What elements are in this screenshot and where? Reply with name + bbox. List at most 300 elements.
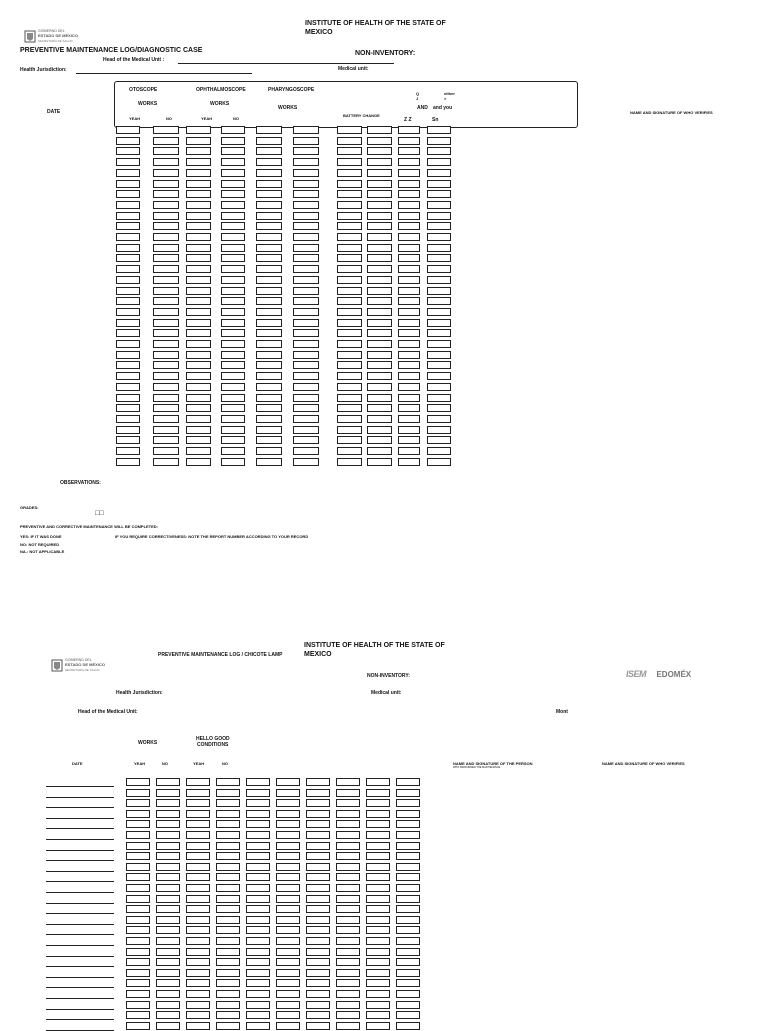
checkbox-cell[interactable] — [156, 895, 180, 903]
checkbox-cell[interactable] — [337, 372, 362, 380]
checkbox-cell[interactable] — [293, 233, 319, 241]
checkbox-cell[interactable] — [337, 244, 362, 252]
checkbox-cell[interactable] — [293, 372, 319, 380]
checkbox-cell[interactable] — [367, 244, 392, 252]
checkbox-cell[interactable] — [156, 884, 180, 892]
checkbox-cell[interactable] — [366, 778, 390, 786]
checkbox-cell[interactable] — [306, 1011, 330, 1019]
date-field[interactable] — [46, 871, 114, 872]
checkbox-cell[interactable] — [156, 916, 180, 924]
checkbox-cell[interactable] — [186, 863, 210, 871]
checkbox-cell[interactable] — [427, 458, 451, 466]
checkbox-cell[interactable] — [427, 404, 451, 412]
checkbox-cell[interactable] — [276, 1011, 300, 1019]
checkbox-cell[interactable] — [256, 383, 282, 391]
checkbox-cell[interactable] — [186, 1022, 210, 1030]
checkbox-cell[interactable] — [306, 916, 330, 924]
checkbox-cell[interactable] — [427, 308, 451, 316]
checkbox-cell[interactable] — [306, 948, 330, 956]
checkbox-cell[interactable] — [367, 308, 392, 316]
checkbox-cell[interactable] — [186, 297, 211, 305]
checkbox-cell[interactable] — [186, 383, 211, 391]
checkbox-cell[interactable] — [293, 287, 319, 295]
checkbox-cell[interactable] — [276, 958, 300, 966]
checkbox-cell[interactable] — [126, 1001, 150, 1009]
checkbox-cell[interactable] — [337, 190, 362, 198]
checkbox-cell[interactable] — [336, 1001, 360, 1009]
checkbox-cell[interactable] — [427, 265, 451, 273]
checkbox-cell[interactable] — [186, 147, 211, 155]
checkbox-cell[interactable] — [293, 126, 319, 134]
checkbox-cell[interactable] — [398, 244, 420, 252]
checkbox-cell[interactable] — [336, 863, 360, 871]
checkbox-cell[interactable] — [256, 137, 282, 145]
checkbox-cell[interactable] — [367, 233, 392, 241]
checkbox-cell[interactable] — [398, 447, 420, 455]
checkbox-cell[interactable] — [336, 873, 360, 881]
checkbox-cell[interactable] — [186, 329, 211, 337]
checkbox-cell[interactable] — [216, 863, 240, 871]
checkbox-cell[interactable] — [367, 447, 392, 455]
checkbox-cell[interactable] — [427, 244, 451, 252]
checkbox-cell[interactable] — [366, 820, 390, 828]
checkbox-cell[interactable] — [293, 147, 319, 155]
checkbox-cell[interactable] — [186, 447, 211, 455]
checkbox-cell[interactable] — [293, 265, 319, 273]
checkbox-cell[interactable] — [153, 158, 179, 166]
checkbox-cell[interactable] — [216, 937, 240, 945]
checkbox-cell[interactable] — [216, 852, 240, 860]
checkbox-cell[interactable] — [221, 276, 245, 284]
checkbox-cell[interactable] — [256, 244, 282, 252]
checkbox-cell[interactable] — [367, 265, 392, 273]
checkbox-cell[interactable] — [398, 147, 420, 155]
checkbox-cell[interactable] — [221, 126, 245, 134]
checkbox-cell[interactable] — [367, 287, 392, 295]
checkbox-cell[interactable] — [153, 169, 179, 177]
checkbox-cell[interactable] — [246, 873, 270, 881]
checkbox-cell[interactable] — [336, 1022, 360, 1030]
checkbox-cell[interactable] — [293, 394, 319, 402]
checkbox-cell[interactable] — [256, 169, 282, 177]
checkbox-cell[interactable] — [396, 979, 420, 987]
checkbox-cell[interactable] — [256, 329, 282, 337]
checkbox-cell[interactable] — [221, 297, 245, 305]
date-field[interactable] — [46, 987, 114, 988]
date-field[interactable] — [46, 913, 114, 914]
checkbox-cell[interactable] — [221, 404, 245, 412]
checkbox-cell[interactable] — [427, 201, 451, 209]
checkbox-cell[interactable] — [116, 190, 140, 198]
checkbox-cell[interactable] — [306, 905, 330, 913]
checkbox-cell[interactable] — [366, 958, 390, 966]
checkbox-cell[interactable] — [186, 1011, 210, 1019]
checkbox-cell[interactable] — [337, 447, 362, 455]
checkbox-cell[interactable] — [337, 147, 362, 155]
checkbox-cell[interactable] — [221, 212, 245, 220]
checkbox-cell[interactable] — [221, 201, 245, 209]
checkbox-cell[interactable] — [398, 190, 420, 198]
checkbox-cell[interactable] — [186, 426, 211, 434]
checkbox-cell[interactable] — [246, 810, 270, 818]
date-field[interactable] — [46, 966, 114, 967]
checkbox-cell[interactable] — [293, 308, 319, 316]
checkbox-cell[interactable] — [153, 458, 179, 466]
date-field[interactable] — [46, 903, 114, 904]
checkbox-cell[interactable] — [367, 404, 392, 412]
checkbox-cell[interactable] — [367, 158, 392, 166]
checkbox-cell[interactable] — [398, 158, 420, 166]
checkbox-cell[interactable] — [221, 329, 245, 337]
checkbox-cell[interactable] — [276, 789, 300, 797]
checkbox-cell[interactable] — [256, 265, 282, 273]
checkbox-cell[interactable] — [216, 820, 240, 828]
checkbox-cell[interactable] — [293, 201, 319, 209]
checkbox-cell[interactable] — [216, 1022, 240, 1030]
checkbox-cell[interactable] — [276, 969, 300, 977]
checkbox-cell[interactable] — [293, 436, 319, 444]
checkbox-cell[interactable] — [366, 799, 390, 807]
checkbox-cell[interactable] — [306, 926, 330, 934]
checkbox-cell[interactable] — [126, 926, 150, 934]
checkbox-cell[interactable] — [427, 233, 451, 241]
checkbox-cell[interactable] — [116, 372, 140, 380]
checkbox-cell[interactable] — [396, 884, 420, 892]
checkbox-cell[interactable] — [337, 404, 362, 412]
checkbox-cell[interactable] — [396, 905, 420, 913]
checkbox-cell[interactable] — [396, 778, 420, 786]
checkbox-cell[interactable] — [337, 394, 362, 402]
checkbox-cell[interactable] — [427, 426, 451, 434]
checkbox-cell[interactable] — [337, 201, 362, 209]
checkbox-cell[interactable] — [256, 404, 282, 412]
checkbox-cell[interactable] — [337, 415, 362, 423]
checkbox-cell[interactable] — [427, 254, 451, 262]
checkbox-cell[interactable] — [337, 233, 362, 241]
checkbox-cell[interactable] — [366, 1011, 390, 1019]
checkbox-cell[interactable] — [246, 958, 270, 966]
date-field[interactable] — [46, 998, 114, 999]
checkbox-cell[interactable] — [366, 884, 390, 892]
checkbox-cell[interactable] — [398, 404, 420, 412]
checkbox-cell[interactable] — [153, 394, 179, 402]
checkbox-cell[interactable] — [366, 1022, 390, 1030]
checkbox-cell[interactable] — [256, 190, 282, 198]
checkbox-cell[interactable] — [398, 297, 420, 305]
checkbox-cell[interactable] — [156, 969, 180, 977]
checkbox-cell[interactable] — [293, 447, 319, 455]
checkbox-cell[interactable] — [293, 361, 319, 369]
checkbox-cell[interactable] — [221, 383, 245, 391]
checkbox-cell[interactable] — [256, 276, 282, 284]
checkbox-cell[interactable] — [367, 319, 392, 327]
checkbox-cell[interactable] — [256, 458, 282, 466]
date-field[interactable] — [46, 977, 114, 978]
checkbox-cell[interactable] — [293, 169, 319, 177]
checkbox-cell[interactable] — [116, 436, 140, 444]
checkbox-cell[interactable] — [337, 222, 362, 230]
checkbox-cell[interactable] — [221, 287, 245, 295]
checkbox-cell[interactable] — [256, 426, 282, 434]
checkbox-cell[interactable] — [153, 329, 179, 337]
date-field[interactable] — [46, 807, 114, 808]
checkbox-cell[interactable] — [336, 789, 360, 797]
checkbox-cell[interactable] — [186, 308, 211, 316]
checkbox-cell[interactable] — [336, 990, 360, 998]
checkbox-cell[interactable] — [153, 351, 179, 359]
checkbox-cell[interactable] — [221, 158, 245, 166]
checkbox-cell[interactable] — [153, 287, 179, 295]
checkbox-cell[interactable] — [336, 831, 360, 839]
checkbox-cell[interactable] — [366, 873, 390, 881]
checkbox-cell[interactable] — [396, 958, 420, 966]
checkbox-cell[interactable] — [276, 810, 300, 818]
checkbox-cell[interactable] — [156, 820, 180, 828]
checkbox-cell[interactable] — [153, 190, 179, 198]
checkbox-cell[interactable] — [186, 287, 211, 295]
checkbox-cell[interactable] — [427, 147, 451, 155]
checkbox-cell[interactable] — [186, 458, 211, 466]
date-field[interactable] — [46, 934, 114, 935]
checkbox-cell[interactable] — [116, 447, 140, 455]
checkbox-cell[interactable] — [396, 895, 420, 903]
checkbox-cell[interactable] — [126, 873, 150, 881]
checkbox-cell[interactable] — [398, 276, 420, 284]
checkbox-cell[interactable] — [293, 329, 319, 337]
checkbox-cell[interactable] — [221, 426, 245, 434]
checkbox-cell[interactable] — [396, 990, 420, 998]
checkbox-cell[interactable] — [293, 254, 319, 262]
checkbox-cell[interactable] — [336, 884, 360, 892]
checkbox-cell[interactable] — [156, 852, 180, 860]
checkbox-cell[interactable] — [366, 990, 390, 998]
checkbox-cell[interactable] — [276, 916, 300, 924]
checkbox-cell[interactable] — [276, 990, 300, 998]
checkbox-cell[interactable] — [306, 852, 330, 860]
checkbox-cell[interactable] — [126, 884, 150, 892]
checkbox-cell[interactable] — [256, 126, 282, 134]
checkbox-cell[interactable] — [256, 201, 282, 209]
checkbox-cell[interactable] — [126, 905, 150, 913]
date-field[interactable] — [46, 828, 114, 829]
checkbox-cell[interactable] — [246, 990, 270, 998]
checkbox-cell[interactable] — [337, 383, 362, 391]
checkbox-cell[interactable] — [427, 447, 451, 455]
checkbox-cell[interactable] — [336, 810, 360, 818]
checkbox-cell[interactable] — [246, 948, 270, 956]
checkbox-cell[interactable] — [293, 276, 319, 284]
checkbox-cell[interactable] — [246, 969, 270, 977]
checkbox-cell[interactable] — [216, 916, 240, 924]
checkbox-cell[interactable] — [336, 895, 360, 903]
checkbox-cell[interactable] — [306, 958, 330, 966]
checkbox-cell[interactable] — [221, 372, 245, 380]
checkbox-cell[interactable] — [246, 852, 270, 860]
checkbox-cell[interactable] — [153, 137, 179, 145]
checkbox-cell[interactable] — [276, 937, 300, 945]
checkbox-cell[interactable] — [221, 361, 245, 369]
checkbox-cell[interactable] — [126, 916, 150, 924]
checkbox-cell[interactable] — [256, 287, 282, 295]
checkbox-cell[interactable] — [156, 958, 180, 966]
checkbox-cell[interactable] — [116, 383, 140, 391]
checkbox-cell[interactable] — [246, 884, 270, 892]
checkbox-cell[interactable] — [293, 297, 319, 305]
checkbox-cell[interactable] — [293, 415, 319, 423]
checkbox-cell[interactable] — [216, 842, 240, 850]
checkbox-cell[interactable] — [293, 158, 319, 166]
checkbox-cell[interactable] — [156, 1001, 180, 1009]
checkbox-cell[interactable] — [221, 244, 245, 252]
checkbox-cell[interactable] — [216, 979, 240, 987]
checkbox-cell[interactable] — [398, 169, 420, 177]
checkbox-cell[interactable] — [306, 1001, 330, 1009]
checkbox-cell[interactable] — [116, 212, 140, 220]
checkbox-cell[interactable] — [156, 789, 180, 797]
checkbox-cell[interactable] — [216, 990, 240, 998]
checkbox-cell[interactable] — [153, 254, 179, 262]
checkbox-cell[interactable] — [398, 212, 420, 220]
checkbox-cell[interactable] — [221, 137, 245, 145]
checkbox-cell[interactable] — [126, 810, 150, 818]
checkbox-cell[interactable] — [156, 810, 180, 818]
checkbox-cell[interactable] — [396, 1001, 420, 1009]
checkbox-cell[interactable] — [427, 180, 451, 188]
checkbox-cell[interactable] — [221, 319, 245, 327]
checkbox-cell[interactable] — [186, 404, 211, 412]
checkbox-cell[interactable] — [116, 308, 140, 316]
checkbox-cell[interactable] — [306, 937, 330, 945]
checkbox-cell[interactable] — [256, 319, 282, 327]
checkbox-cell[interactable] — [186, 873, 210, 881]
checkbox-cell[interactable] — [116, 137, 140, 145]
checkbox-cell[interactable] — [337, 254, 362, 262]
checkbox-cell[interactable] — [367, 458, 392, 466]
checkbox-cell[interactable] — [216, 895, 240, 903]
checkbox-cell[interactable] — [306, 863, 330, 871]
checkbox-cell[interactable] — [306, 969, 330, 977]
checkbox-cell[interactable] — [276, 873, 300, 881]
checkbox-cell[interactable] — [246, 937, 270, 945]
checkbox-cell[interactable] — [367, 201, 392, 209]
checkbox-cell[interactable] — [153, 436, 179, 444]
checkbox-cell[interactable] — [246, 831, 270, 839]
checkbox-cell[interactable] — [427, 351, 451, 359]
checkbox-cell[interactable] — [186, 820, 210, 828]
checkbox-cell[interactable] — [116, 158, 140, 166]
checkbox-cell[interactable] — [116, 319, 140, 327]
checkbox-cell[interactable] — [116, 404, 140, 412]
checkbox-cell[interactable] — [306, 842, 330, 850]
checkbox-cell[interactable] — [186, 831, 210, 839]
checkbox-cell[interactable] — [126, 990, 150, 998]
checkbox-cell[interactable] — [156, 926, 180, 934]
checkbox-cell[interactable] — [366, 948, 390, 956]
checkbox-cell[interactable] — [256, 233, 282, 241]
checkbox-cell[interactable] — [126, 820, 150, 828]
date-field[interactable] — [46, 945, 114, 946]
checkbox-cell[interactable] — [306, 1022, 330, 1030]
checkbox-cell[interactable] — [216, 948, 240, 956]
checkbox-cell[interactable] — [276, 799, 300, 807]
checkbox-cell[interactable] — [126, 979, 150, 987]
checkbox-cell[interactable] — [156, 990, 180, 998]
checkbox-cell[interactable] — [306, 778, 330, 786]
checkbox-cell[interactable] — [398, 180, 420, 188]
checkbox-cell[interactable] — [186, 244, 211, 252]
checkbox-cell[interactable] — [427, 126, 451, 134]
checkbox-cell[interactable] — [293, 340, 319, 348]
checkbox-cell[interactable] — [306, 873, 330, 881]
checkbox-cell[interactable] — [116, 361, 140, 369]
checkbox-cell[interactable] — [366, 937, 390, 945]
checkbox-cell[interactable] — [153, 126, 179, 134]
checkbox-cell[interactable] — [116, 415, 140, 423]
checkbox-cell[interactable] — [336, 852, 360, 860]
checkbox-cell[interactable] — [367, 147, 392, 155]
checkbox-cell[interactable] — [398, 340, 420, 348]
checkbox-cell[interactable] — [186, 212, 211, 220]
checkbox-cell[interactable] — [186, 948, 210, 956]
checkbox-cell[interactable] — [336, 969, 360, 977]
checkbox-cell[interactable] — [336, 979, 360, 987]
checkbox-cell[interactable] — [186, 340, 211, 348]
checkbox-cell[interactable] — [396, 863, 420, 871]
checkbox-cell[interactable] — [246, 820, 270, 828]
checkbox-cell[interactable] — [337, 126, 362, 134]
checkbox-cell[interactable] — [306, 831, 330, 839]
checkbox-cell[interactable] — [276, 863, 300, 871]
checkbox-cell[interactable] — [156, 863, 180, 871]
checkbox-cell[interactable] — [366, 905, 390, 913]
checkbox-cell[interactable] — [216, 789, 240, 797]
checkbox-cell[interactable] — [396, 1022, 420, 1030]
checkbox-cell[interactable] — [336, 1011, 360, 1019]
checkbox-cell[interactable] — [221, 415, 245, 423]
checkbox-cell[interactable] — [256, 222, 282, 230]
checkbox-cell[interactable] — [216, 810, 240, 818]
checkbox-cell[interactable] — [276, 820, 300, 828]
checkbox-cell[interactable] — [276, 1022, 300, 1030]
checkbox-cell[interactable] — [256, 351, 282, 359]
checkbox-cell[interactable] — [396, 969, 420, 977]
checkbox-cell[interactable] — [398, 201, 420, 209]
checkbox-cell[interactable] — [246, 1001, 270, 1009]
checkbox-cell[interactable] — [153, 276, 179, 284]
checkbox-cell[interactable] — [367, 276, 392, 284]
checkbox-cell[interactable] — [116, 244, 140, 252]
checkbox-cell[interactable] — [186, 990, 210, 998]
checkbox-cell[interactable] — [186, 926, 210, 934]
checkbox-cell[interactable] — [396, 810, 420, 818]
checkbox-cell[interactable] — [398, 233, 420, 241]
checkbox-cell[interactable] — [396, 926, 420, 934]
checkbox-cell[interactable] — [427, 329, 451, 337]
checkbox-cell[interactable] — [116, 329, 140, 337]
checkbox-cell[interactable] — [293, 190, 319, 198]
checkbox-cell[interactable] — [186, 1001, 210, 1009]
checkbox-cell[interactable] — [293, 383, 319, 391]
checkbox-cell[interactable] — [336, 799, 360, 807]
checkbox-cell[interactable] — [216, 884, 240, 892]
checkbox-cell[interactable] — [221, 147, 245, 155]
checkbox-cell[interactable] — [276, 979, 300, 987]
checkbox-cell[interactable] — [398, 308, 420, 316]
checkbox-cell[interactable] — [337, 287, 362, 295]
checkbox-cell[interactable] — [366, 831, 390, 839]
checkbox-cell[interactable] — [116, 201, 140, 209]
checkbox-cell[interactable] — [396, 799, 420, 807]
